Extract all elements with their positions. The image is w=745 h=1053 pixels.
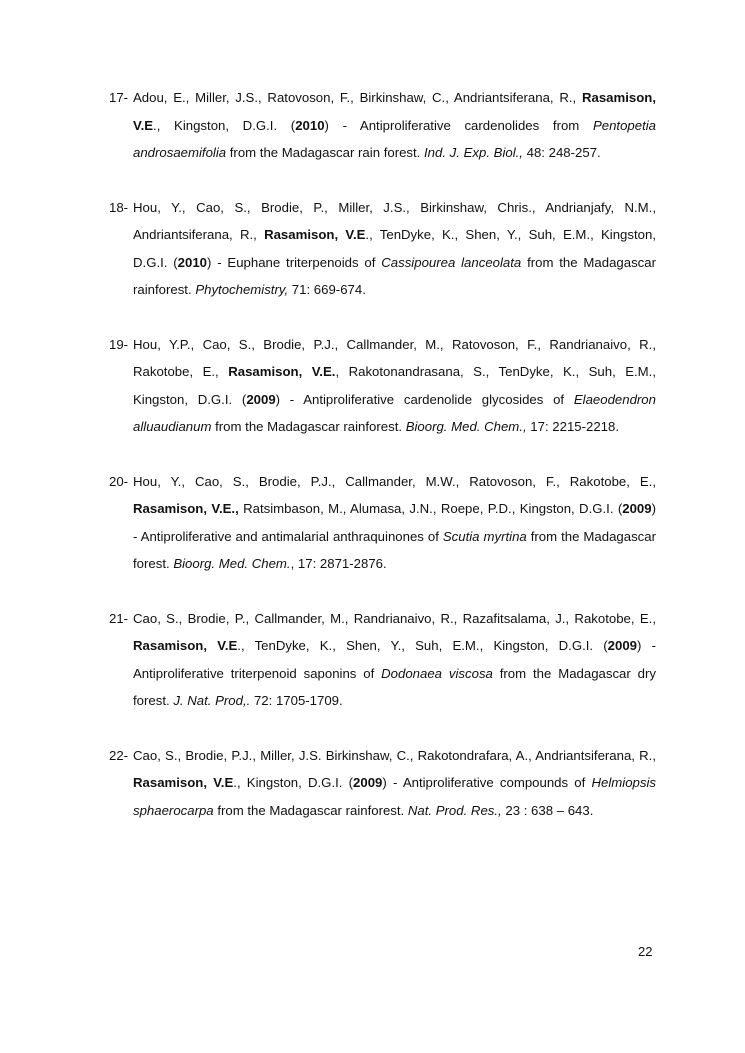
italic-text: Ind. J. Exp. Biol., [424, 145, 523, 160]
reference-text [133, 194, 656, 304]
text-run: from the Madagascar rain forest. [226, 145, 425, 160]
text-run: 23 : 638 – 643. [501, 802, 594, 818]
text-run: from the Madagascar forest. [133, 528, 656, 571]
bold-text: Rasamison, V.E [264, 227, 366, 242]
bold-text: Rasamison, V.E [133, 775, 234, 790]
italic-text: Bioorg. Med. Chem., [405, 419, 527, 434]
text-run: Cao, S., Brodie, P.J., Miller, J.S. Birkinshaw, C., Rakotondrafara, A., Andriantsiferana, R., [133, 747, 656, 763]
reference-number: 20- [109, 473, 129, 489]
text-run: 72: 1705-1709. [250, 693, 343, 708]
text-run: from the Madagascar rainforest. [211, 419, 406, 434]
italic-text: Phytochemistry, [195, 282, 289, 297]
italic-text: Elaeodendron alluaudianum [133, 391, 656, 434]
bold-text: 2010 [177, 254, 207, 270]
text-run: Ratsimbason, M., Alumasa, J.N., Roepe, P.D., Kingston, D.G.I. ( [238, 501, 623, 516]
bold-text: 2009 [246, 391, 276, 407]
reference-number: 21- [109, 610, 129, 626]
reference-text [133, 468, 656, 578]
text-run: ) - Euphane triterpenoids of [207, 254, 382, 270]
text-run: from the Madagascar rainforest. [133, 254, 656, 297]
italic-text: Pentopetia androsaemifolia [133, 117, 657, 160]
text-run: Adou, E., Miller, J.S., Ratovoson, F., Birkinshaw, C., Andriantsiferana, R., [133, 90, 582, 105]
reference-text [133, 331, 656, 441]
reference-number: 19- [109, 336, 129, 352]
reference-item [109, 84, 656, 167]
reference-number: 18- [109, 199, 129, 215]
bold-text: Rasamison, V.E. [228, 364, 336, 379]
text-run: , 17: 2871-2876. [290, 556, 387, 571]
reference-item [109, 331, 656, 441]
bold-text: Rasamison, V.E [133, 90, 656, 133]
text-run: ., TenDyke, K., Shen, Y., Suh, E.M., Kingston, D.G.I. ( [237, 638, 608, 653]
text-run: ) - Antiproliferative cardenolides from [324, 117, 593, 133]
text-run: Cao, S., Brodie, P., Callmander, M., Randrianaivo, R., Razafitsalama, J., Rakotobe, E., [133, 610, 656, 626]
text-run: ) - Antiproliferative cardenolide glycosides of [275, 391, 574, 407]
text-run: Hou, Y., Cao, S., Brodie, P.J., Callmander, M.W., Ratovoson, F., Rakotobe, E., [133, 473, 656, 489]
text-run: 71: 669-674. [288, 282, 366, 297]
reference-number: 22- [109, 747, 129, 763]
italic-text: Scutia myrtina [442, 528, 527, 544]
reference-item [109, 468, 656, 578]
text-run: ) - Antiproliferative triterpenoid saponins of [133, 638, 657, 681]
bold-text: 2009 [622, 501, 652, 516]
bold-text: 2009 [353, 775, 383, 790]
reference-list [109, 84, 656, 851]
bold-text: Rasamison, V.E [133, 638, 238, 653]
text-run: ) - Antiproliferative compounds of [382, 775, 592, 790]
italic-text: Bioorg. Med. Chem. [173, 556, 291, 571]
bold-text: 2010 [295, 117, 325, 133]
italic-text: Nat. Prod. Res., [407, 802, 502, 818]
text-run: ., TenDyke, K., Shen, Y., Suh, E.M., Kingston, D.G.I. ( [133, 227, 656, 270]
reference-item [109, 605, 656, 715]
text-run: from the Madagascar dry forest. [133, 665, 656, 708]
italic-text: Helmiopsis sphaerocarpa [133, 775, 656, 818]
reference-text [133, 84, 656, 167]
text-run: 48: 248-257. [522, 145, 601, 160]
reference-item [109, 742, 656, 825]
bold-text: Rasamison, V.E., [133, 501, 239, 516]
page-number: 22 [638, 944, 653, 959]
text-run: Hou, Y.P., Cao, S., Brodie, P.J., Callmander, M., Ratovoson, F., Randrianaivo, R., Rakotobe, E., [133, 336, 656, 379]
reference-item [109, 194, 656, 304]
reference-number: 17- [109, 90, 129, 105]
text-run: from the Madagascar rainforest. [213, 802, 408, 818]
text-run: Hou, Y., Cao, S., Brodie, P., Miller, J.S., Birkinshaw, Chris., Andrianjafy, N.M., Andriantsiferana, R., [133, 199, 656, 242]
text-run: ., Kingston, D.G.I. ( [233, 775, 354, 790]
italic-text: J. Nat. Prod,. [173, 693, 251, 708]
text-run: , Rakotonandrasana, S., TenDyke, K., Suh, E.M., Kingston, D.G.I. ( [133, 364, 656, 407]
text-run: ) - Antiproliferative and antimalarial anthraquinones of [133, 501, 657, 544]
italic-text: Dodonaea viscosa [381, 665, 493, 681]
reference-text [133, 605, 656, 715]
reference-text [133, 742, 656, 825]
italic-text: Cassipourea lanceolata [381, 254, 522, 270]
text-run: ., Kingston, D.G.I. ( [153, 117, 296, 133]
bold-text: 2009 [607, 638, 638, 653]
text-run: 17: 2215-2218. [526, 419, 620, 434]
